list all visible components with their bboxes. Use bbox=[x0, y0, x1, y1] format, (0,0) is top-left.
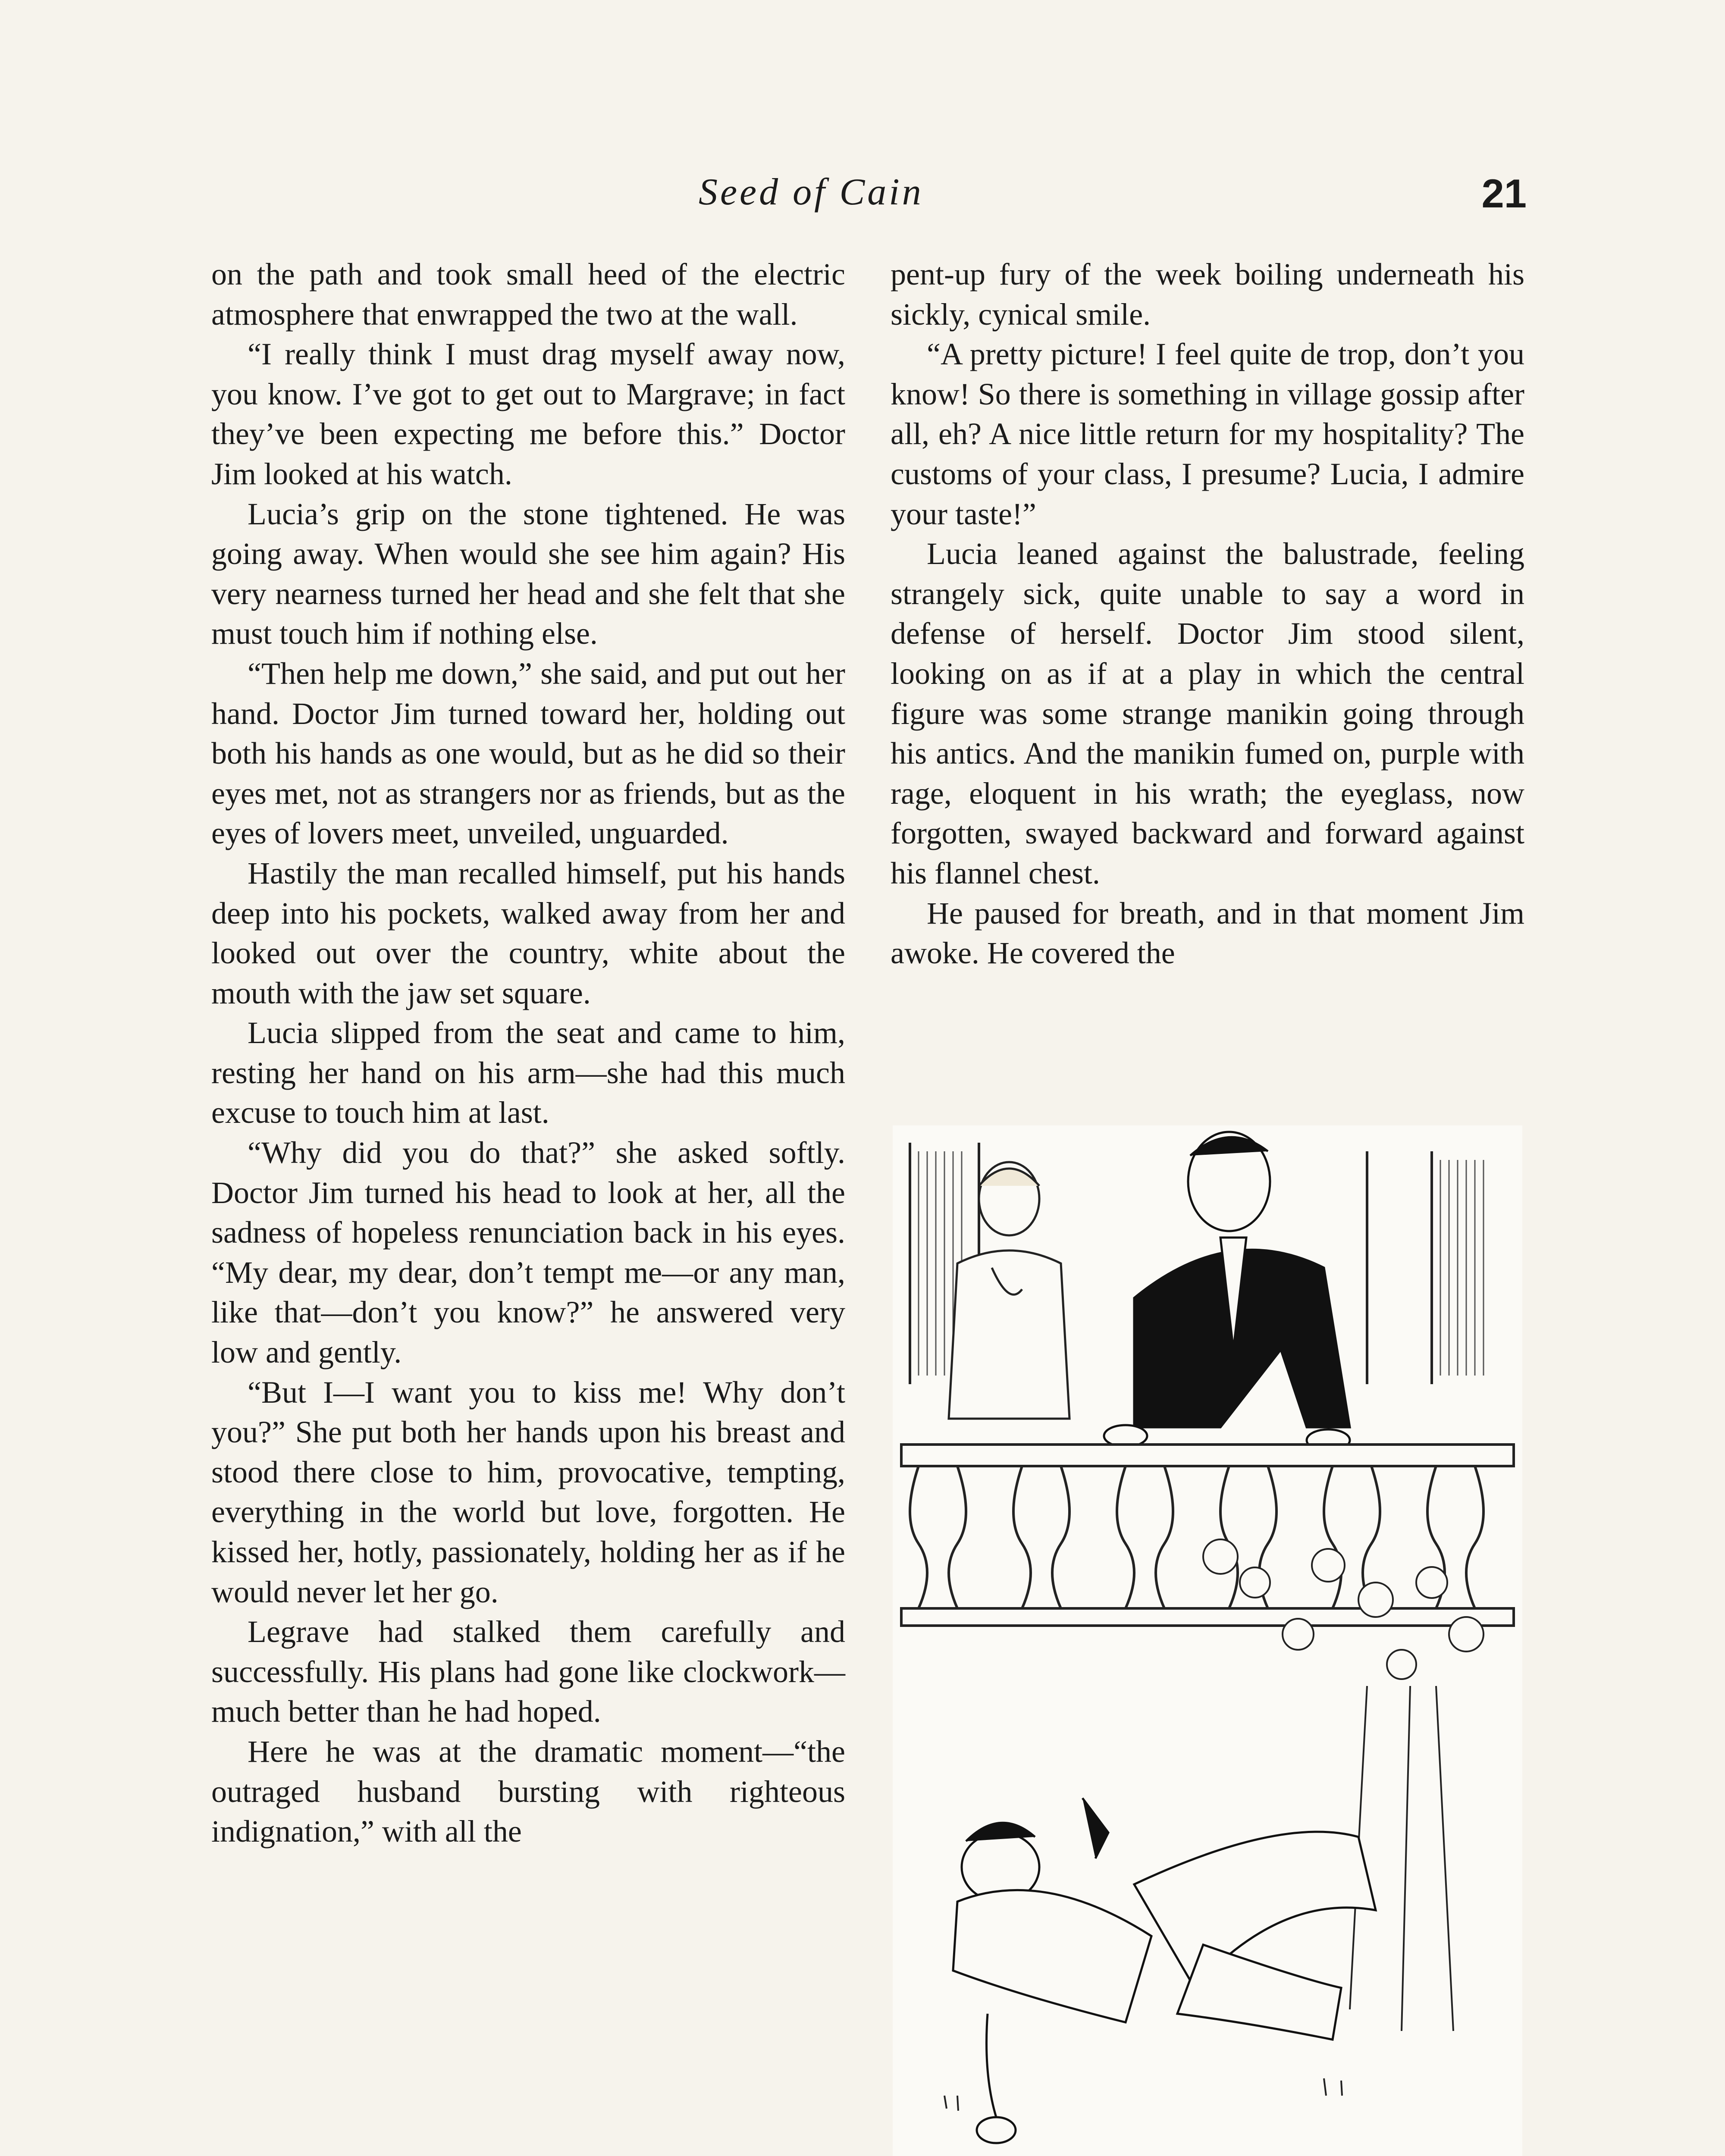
illustration-drawing bbox=[893, 1125, 1522, 2156]
page-header bbox=[211, 170, 1527, 235]
paragraph: Legrave had stalked them carefully and successfully. His plans had gone like clockwork—much better than he had hoped. bbox=[211, 1614, 845, 1729]
story-illustration bbox=[893, 1125, 1522, 2156]
paragraph: Lucia’s grip on the stone tightened. He was going away. When would she see him again? His very nearness turned her head and she felt that she must touch him if nothing else. bbox=[211, 496, 845, 651]
paragraph: on the path and took small heed of the electric atmosphere that enwrapped the two at the wall. bbox=[211, 257, 845, 332]
running-title: Seed of Cain bbox=[699, 171, 924, 213]
paragraph: “I really think I must drag myself away now, you know. I’ve got to get out to Margrave; in fact they’ve been expecting me before this.” Doctor Jim looked at his watch. bbox=[211, 337, 845, 491]
fallen-man-figure bbox=[953, 1798, 1376, 2143]
paragraph: Lucia leaned against the balustrade, feeling strangely sick, quite unable to say a word in defense of herself. Doctor Jim stood silent, looking on as if at a play in which the central figure was some strange manikin going through his antics. And the manikin fumed on, purple with rage, eloquent in his wrath; the eyeglass, now forgotten, swayed backward and forward against his flannel chest. bbox=[891, 536, 1524, 890]
right-text-column bbox=[891, 254, 1524, 973]
paragraph: Here he was at the dramatic moment—“the outraged husband bursting with righteous indignation,” with all the bbox=[211, 1734, 845, 1849]
left-text-column bbox=[211, 254, 845, 1852]
paragraph: Lucia slipped from the seat and came to him, resting her hand on his arm—she had this much excuse to touch him at last. bbox=[211, 1015, 845, 1130]
paragraph: pent-up fury of the week boiling underneath his sickly, cynical smile. bbox=[891, 257, 1524, 332]
paragraph: “A pretty picture! I feel quite de trop, don’t you know! So there is something in village gossip after all, eh? A nice little return for my hospitality? The customs of your class, I presume? Lucia, I admire your taste!” bbox=[891, 337, 1524, 531]
paragraph: “Why did you do that?” she asked softly. Doctor Jim turned his head to look at her, all the sadness of hopeless renunciation back in his eyes. “My dear, my dear, don’t tempt me—or any man, like that—don’t you know?” he answered very low and gently. bbox=[211, 1135, 845, 1370]
paragraph: He paused for breath, and in that moment Jim awoke. He covered the bbox=[891, 896, 1524, 971]
balustrade bbox=[901, 1445, 1514, 1626]
page-number: 21 bbox=[1481, 171, 1527, 216]
paragraph: “Then help me down,” she said, and put out her hand. Doctor Jim turned toward her, holding out both his hands as one would, but as he did so their eyes met, not as strangers nor as friends, but as the eyes of lovers meet, unveiled, unguarded. bbox=[211, 656, 845, 851]
paragraph: “But I—I want you to kiss me! Why don’t you?” She put both her hands upon his breast and stood there close to him, provocative, tempting, everything in the world but love, forgotten. He kissed her, hotly, passionately, holding her as if he would never let her go. bbox=[211, 1375, 845, 1609]
paragraph: Hastily the man recalled himself, put his hands deep into his pockets, walked away from her and looked out over the country, white about the mouth with the jaw set square. bbox=[211, 856, 845, 1010]
